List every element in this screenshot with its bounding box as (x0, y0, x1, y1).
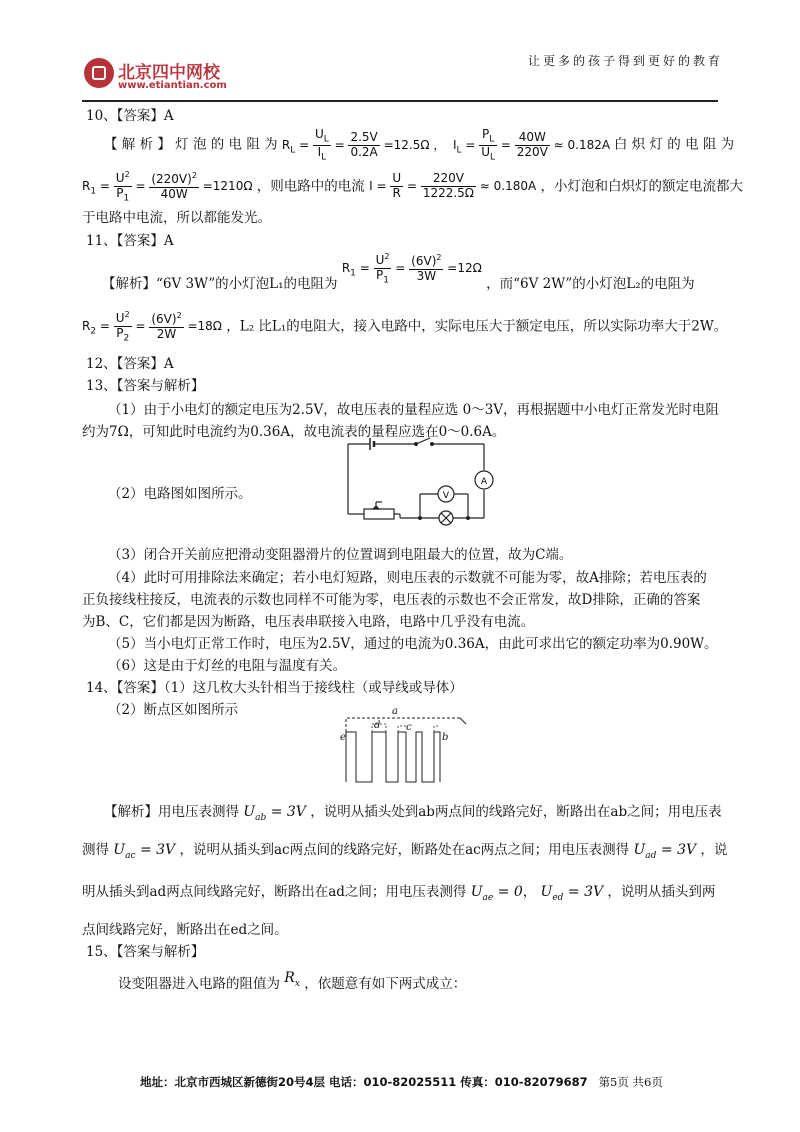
breakpoint-diagram (336, 704, 472, 788)
formula-rl: $R_L$ = $\frac{U_L}{I_L}$ = $\frac{2.5V}{0.2A}$ =12.5Ω ， $I_L$ = $\frac{P_L}{U_L}$ = $\frac{40W}{220V}$ ≈ 0.182A (281, 127, 614, 163)
answer-13-p3: （3）闭合开关前应把滑动变阻器滑片的位置调到电阻最大的位置，故为C端。 (108, 547, 573, 563)
answer-14-j1 (104, 800, 722, 823)
footer-page: 第5页 共6页 (598, 1075, 663, 1089)
footer-address: 地址：北京市西城区新德街20号4层 电话：010-82025511 传真：010-82079687 (140, 1075, 588, 1089)
svg-text:V: V (442, 491, 450, 501)
answer-14-j4: 点间线路完好，断路出在ed之间。 (82, 922, 288, 938)
svg-text:a: a (392, 706, 398, 717)
formula-uae: $U_{ae} = 0$ (470, 884, 523, 903)
answer-15-head: 15、【答案与解析】 (86, 944, 205, 960)
formula-r1: $R_1$ = $\frac{U^2}{P_1}$ = $\frac{(220V)^2}{40W}$ =1210Ω (82, 170, 253, 204)
formula-r2-11: $R_2$ = $\frac{U^2}{P_2}$ = $\frac{(6V)^2}{2W}$ =18Ω (82, 310, 222, 344)
answer-15-p1 (118, 972, 466, 995)
logo-text: 北京四中网校 (118, 63, 220, 83)
formula-uab: $U_{ab} = 3V$ (243, 804, 306, 823)
answer-13-p6: （6）这是由于灯丝的电阻与温度有关。 (108, 658, 347, 674)
formula-r1-11: $R_1$ = $\frac{U^2}{P_1}$ = $\frac{(6V)^2}{3W}$ =12Ω (341, 252, 482, 286)
svg-text:e: e (340, 732, 346, 743)
text: ，说 (700, 842, 728, 858)
formula-uac: $U_{ac} = 3V$ (113, 842, 176, 861)
text: ，说明从插头到ac两点间的线路完好，断路处在ac两点之间；用电压表测得 (179, 842, 630, 858)
header-divider (82, 100, 718, 102)
answer-11-line1 (102, 252, 695, 293)
text: ，则电路中的电流 (256, 178, 365, 195)
answer-12-head: 12、【答案】A (86, 356, 174, 372)
answer-13-p4b: 正负接线柱接反，电流表的示数也同样不可能为零，电压表的示数也不会正常发，故D排除，正确的答案 (82, 592, 701, 608)
formula-rx: $R_x$ (284, 970, 300, 989)
answer-13-p5: （5）当小电灯正常工作时，电压为2.5V，通过的电流为0.36A，由此可求出它的额定功率为0.90W。 (108, 636, 718, 652)
slogan: 让更多的孩子得到更好的教育 (528, 54, 724, 68)
svg-text:b: b (442, 732, 449, 743)
answer-11-head: 11、【答案】A (86, 233, 174, 249)
text: ，说明从插头到两 (607, 884, 716, 900)
logo-url: www.etiantian.com (118, 80, 227, 91)
logo-emblem-icon (84, 58, 114, 88)
text: ，依题意有如下两式成立： (304, 976, 467, 992)
answer-13-p4c: 为B、C，它们都是因为断路，电压表串联接入电路，电路中几乎没有电流。 (82, 614, 535, 630)
answer-10-line1 (104, 128, 734, 162)
answer-10-line3: 于电路中电流，所以都能发光。 (82, 210, 271, 226)
answer-10-head: 10、【答案】A (86, 108, 174, 124)
answer-14-j3: 明从插头到ad两点间线路完好，断路出在ad之间；用电压表测得 $U_{ae} = 0$， $U_{ed} = 3V$ ，说明从插头到两 (82, 884, 716, 903)
answer-11-line2 (82, 310, 727, 344)
circuit-diagram (340, 436, 500, 528)
answer-10-line2 (82, 170, 743, 204)
answer-14-j2 (82, 838, 727, 861)
answer-13-p4a: （4）此时可用排除法来确定；若小电灯短路，则电压表的示数就不可能为零，故A排除；若电压表的 (108, 570, 707, 586)
answer-13-head: 13、【答案与解析】 (86, 378, 205, 394)
svg-text:c: c (406, 722, 412, 733)
text: 白 炽 灯 的 电 阻 为 (613, 136, 735, 153)
formula-ued: $U_{ed} = 3V$ (540, 884, 604, 903)
text: 【解析】“6V 3W”的小灯泡L₁的电阻为 (102, 276, 338, 293)
text: ，小灯泡和白炽灯的额定电流都大 (540, 178, 744, 195)
svg-text:d: d (374, 720, 381, 731)
answer-13-p2: （2）电路图如图所示。 (108, 486, 252, 502)
answer-13-p1a: （1）由于小电灯的额定电压为2.5V，故电压表的量程应选 0～3V，再根据题中小电灯正常发光时电阻 (108, 402, 720, 418)
formula-uad: $U_{ad} = 3V$ (633, 842, 697, 861)
text: 【解析】用电压表测得 (104, 804, 239, 820)
answer-13-p1b: 约为7Ω，可知此时电流约为0.36A，故电流表的量程应选在0～0.6A。 (82, 424, 506, 440)
footer (140, 1074, 663, 1090)
text: ，L₂ 比L₁的电阻大，接入电路中，实际电压大于额定电压，所以实际功率大于2W。 (226, 318, 728, 335)
text: 明从插头到ad两点间线路完好，断路出在ad之间；用电压表测得 (82, 884, 467, 900)
answer-14-head: 14、【答案】（1）这几枚大头针相当于接线柱（或导线或导体） (86, 680, 463, 696)
text: 设变阻器进入电路的阻值为 (118, 976, 280, 992)
svg-text:A: A (480, 477, 488, 487)
text: ，说明从插头处到ab两点间的线路完好，断路出在ab之间；用电压表 (310, 804, 722, 820)
text: ，而“6V 2W”的小灯泡L₂的电阻为 (486, 276, 695, 293)
text: 【 解 析 】 灯 泡 的 电 阻 为 (104, 136, 278, 153)
answer-14-p2: （2）断点区如图所示 (108, 702, 239, 718)
text: 测得 (82, 842, 109, 858)
formula-i: I = $\frac{U}{R}$ = $\frac{220V}{1222.5\Omega}$ ≈ 0.180A (369, 171, 537, 201)
